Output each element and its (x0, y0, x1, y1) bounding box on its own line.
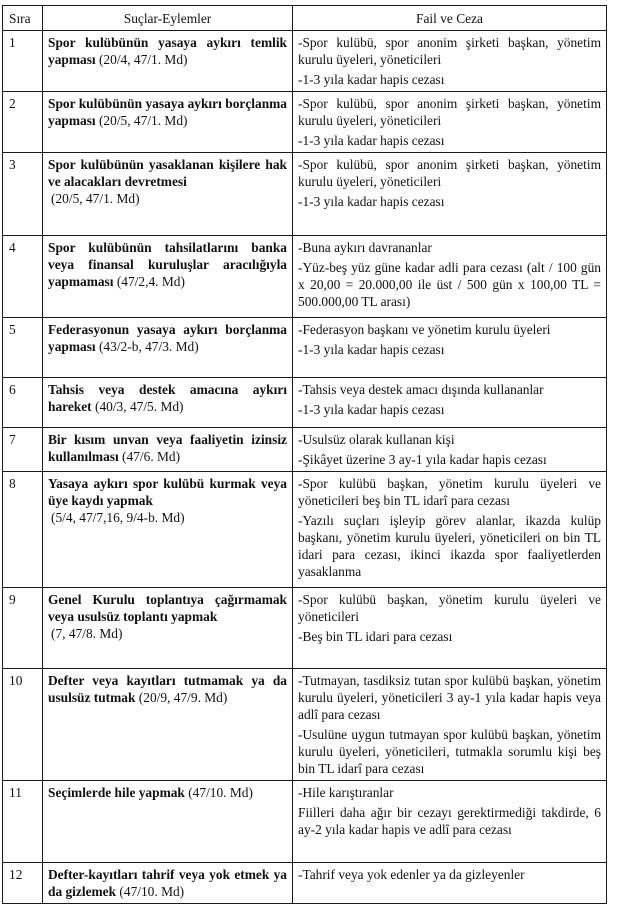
row-number: 10 (3, 669, 43, 781)
crime-reference: (47/10. Md) (184, 785, 253, 800)
crime-reference: (20/5, 47/1. Md) (95, 113, 188, 128)
penalty-line: -Federasyon başkanı ve yönetim kurulu üyeleri (298, 322, 551, 337)
table-row (3, 92, 607, 153)
crime-cell (43, 378, 293, 428)
penalty-line: -Hile karıştıranlar (298, 785, 394, 800)
table-row (3, 472, 607, 588)
header-suclar: Suçlar-Eylemler (43, 6, 293, 31)
row-number: 1 (3, 31, 43, 92)
crime-reference: (7, 47/8. Md) (51, 626, 123, 641)
row-number: 7 (3, 428, 43, 472)
crime-title: Spor kulübünün yasaya aykırı borçlanma yapması (48, 96, 287, 128)
crimes-penalties-table (2, 5, 607, 904)
crime-reference: (47/2,4. Md) (113, 274, 185, 289)
crime-reference: (47/10. Md) (116, 884, 185, 899)
penalty-line: -Şikâyet üzerine 3 ay-1 yıla kadar hapis cezası (298, 452, 547, 467)
penalty-line: -1-3 yıla kadar hapis cezası (298, 133, 445, 148)
crime-reference: (47/6. Md) (118, 449, 181, 464)
table-row (3, 863, 607, 904)
crime-title: Spor kulübünün tahsilatlarını banka veya finansal kuruluşlar aracılığıyla yapmaması (48, 240, 287, 289)
penalty-line: -Spor kulübü başkan, yönetim kurulu üyeleri ve yöneticileri beş bin TL idarî para cezası (298, 476, 601, 508)
table-row (3, 588, 607, 669)
row-number: 5 (3, 318, 43, 378)
row-number: 12 (3, 863, 43, 904)
row-number: 6 (3, 378, 43, 428)
crime-title: Defter-kayıtları tahrif veya yok etmek ya da gizlemek (48, 867, 287, 899)
crime-cell (43, 153, 293, 236)
table-row (3, 318, 607, 378)
crime-title: Spor kulübünün yasaklanan kişilere hak ve alacakları devretmesi (48, 157, 287, 189)
penalty-line: -Tutmayan, tasdiksiz tutan spor kulübü başkan, yönetim kurulu üyeleri, yöneticileri 3 ay-1 yıla kadar hapis veya adlî para cezası (298, 673, 601, 722)
row-number: 11 (3, 781, 43, 863)
penalty-cell (293, 236, 607, 318)
penalty-line: -Yazılı suçları işleyip görev alanlar, ikazda kulüp başkanı, yönetim kurulu üyeleri, yöneticileri on bin TL idari para cezası, ikinci ikazda spor faaliyetlerden yasaklanma (298, 513, 601, 579)
penalty-cell (293, 472, 607, 588)
row-number: 2 (3, 92, 43, 153)
crime-title: Federasyonun yasaya aykırı borçlanma yapması (48, 322, 287, 354)
penalty-cell (293, 428, 607, 472)
crime-cell (43, 781, 293, 863)
row-number: 8 (3, 472, 43, 588)
penalty-line: -Spor kulübü, spor anonim şirketi başkan, yönetim kurulu üyeleri, yöneticileri (298, 96, 601, 128)
crime-title: Bir kısım unvan veya faaliyetin izinsiz kullanılması (48, 432, 287, 464)
table-row (3, 428, 607, 472)
crime-title: Defter veya kayıtları tutmamak ya da usulsüz tutmak (48, 673, 287, 705)
penalty-line: -1-3 yıla kadar hapis cezası (298, 342, 445, 357)
penalty-line: -1-3 yıla kadar hapis cezası (298, 402, 445, 417)
crime-cell (43, 92, 293, 153)
penalty-line: -Spor kulübü başkan, yönetim kurulu üyeleri ve yöneticileri (298, 592, 601, 624)
penalty-line: -Buna aykırı davrananlar (298, 240, 432, 255)
penalty-line: -1-3 yıla kadar hapis cezası (298, 72, 445, 87)
penalty-line: -Spor kulübü, spor anonim şirketi başkan, yönetim kurulu üyeleri, yöneticileri (298, 157, 601, 189)
table-row (3, 781, 607, 863)
crime-reference: (20/9, 47/9. Md) (135, 690, 228, 705)
crime-cell (43, 863, 293, 904)
crime-title: Spor kulübünün yasaya aykırı temlik yapması (48, 35, 287, 67)
penalty-line: -Tahsis veya destek amacı dışında kullananlar (298, 382, 544, 397)
penalty-line: -Tahrif veya yok edenler ya da gizleyenler (298, 867, 525, 882)
crime-reference: (20/5, 47/1. Md) (51, 191, 140, 206)
penalty-cell (293, 669, 607, 781)
crime-reference: (40/3, 47/5. Md) (91, 399, 184, 414)
crime-title: Tahsis veya destek amacına aykırı hareket (48, 382, 287, 414)
row-number: 3 (3, 153, 43, 236)
table-row (3, 31, 607, 92)
crime-cell (43, 236, 293, 318)
table-row (3, 378, 607, 428)
penalty-cell (293, 31, 607, 92)
penalty-cell (293, 588, 607, 669)
table-row (3, 669, 607, 781)
penalty-line: -Beş bin TL idari para cezası (298, 629, 453, 644)
penalty-cell (293, 781, 607, 863)
header-sira: Sıra (3, 6, 43, 31)
crime-reference: (20/4, 47/1. Md) (95, 52, 188, 67)
penalty-cell (293, 318, 607, 378)
crime-reference: (5/4, 47/7,16, 9/4-b. Md) (51, 510, 185, 525)
penalty-cell (293, 863, 607, 904)
header-row (3, 6, 607, 31)
table-row (3, 236, 607, 318)
penalty-cell (293, 378, 607, 428)
crime-title: Seçimlerde hile yapmak (48, 785, 185, 800)
crime-cell (43, 428, 293, 472)
crime-cell (43, 472, 293, 588)
table-row (3, 153, 607, 236)
crime-cell (43, 588, 293, 669)
penalty-cell (293, 153, 607, 236)
crime-cell (43, 31, 293, 92)
row-number: 9 (3, 588, 43, 669)
row-number: 4 (3, 236, 43, 318)
penalty-line: -1-3 yıla kadar hapis cezası (298, 194, 445, 209)
crime-cell (43, 669, 293, 781)
header-fail: Fail ve Ceza (293, 6, 607, 31)
penalty-line: Fiilleri daha ağır bir cezayı gerektirmediği takdirde, 6 ay-2 yıla kadar hapis ve adlî para cezası (298, 805, 601, 837)
penalty-line: -Spor kulübü, spor anonim şirketi başkan, yönetim kurulu üyeleri, yöneticileri (298, 35, 601, 67)
penalty-line: -Usulsüz olarak kullanan kişi (298, 432, 455, 447)
crime-cell (43, 318, 293, 378)
penalty-line: -Yüz-beş yüz güne kadar adli para cezası (alt / 100 gün x 20,00 = 20.000,00 ile üst / 500 gün x 100,00 TL = 500.000,00 TL arası) (298, 260, 601, 309)
penalty-line: -Usulüne uygun tutmayan spor kulübü başkan, yönetim kurulu üyeleri, yöneticileri, tutmakla sorumlu kişi beş bin TL idarî para cezası (298, 727, 601, 776)
penalty-cell (293, 92, 607, 153)
crime-reference: (43/2-b, 47/3. Md) (95, 339, 199, 354)
table-body (3, 31, 607, 904)
crime-title: Yasaya aykırı spor kulübü kurmak veya üye kaydı yapmak (48, 476, 287, 508)
crime-title: Genel Kurulu toplantıya çağırmamak veya usulsüz toplantı yapmak (48, 592, 287, 624)
